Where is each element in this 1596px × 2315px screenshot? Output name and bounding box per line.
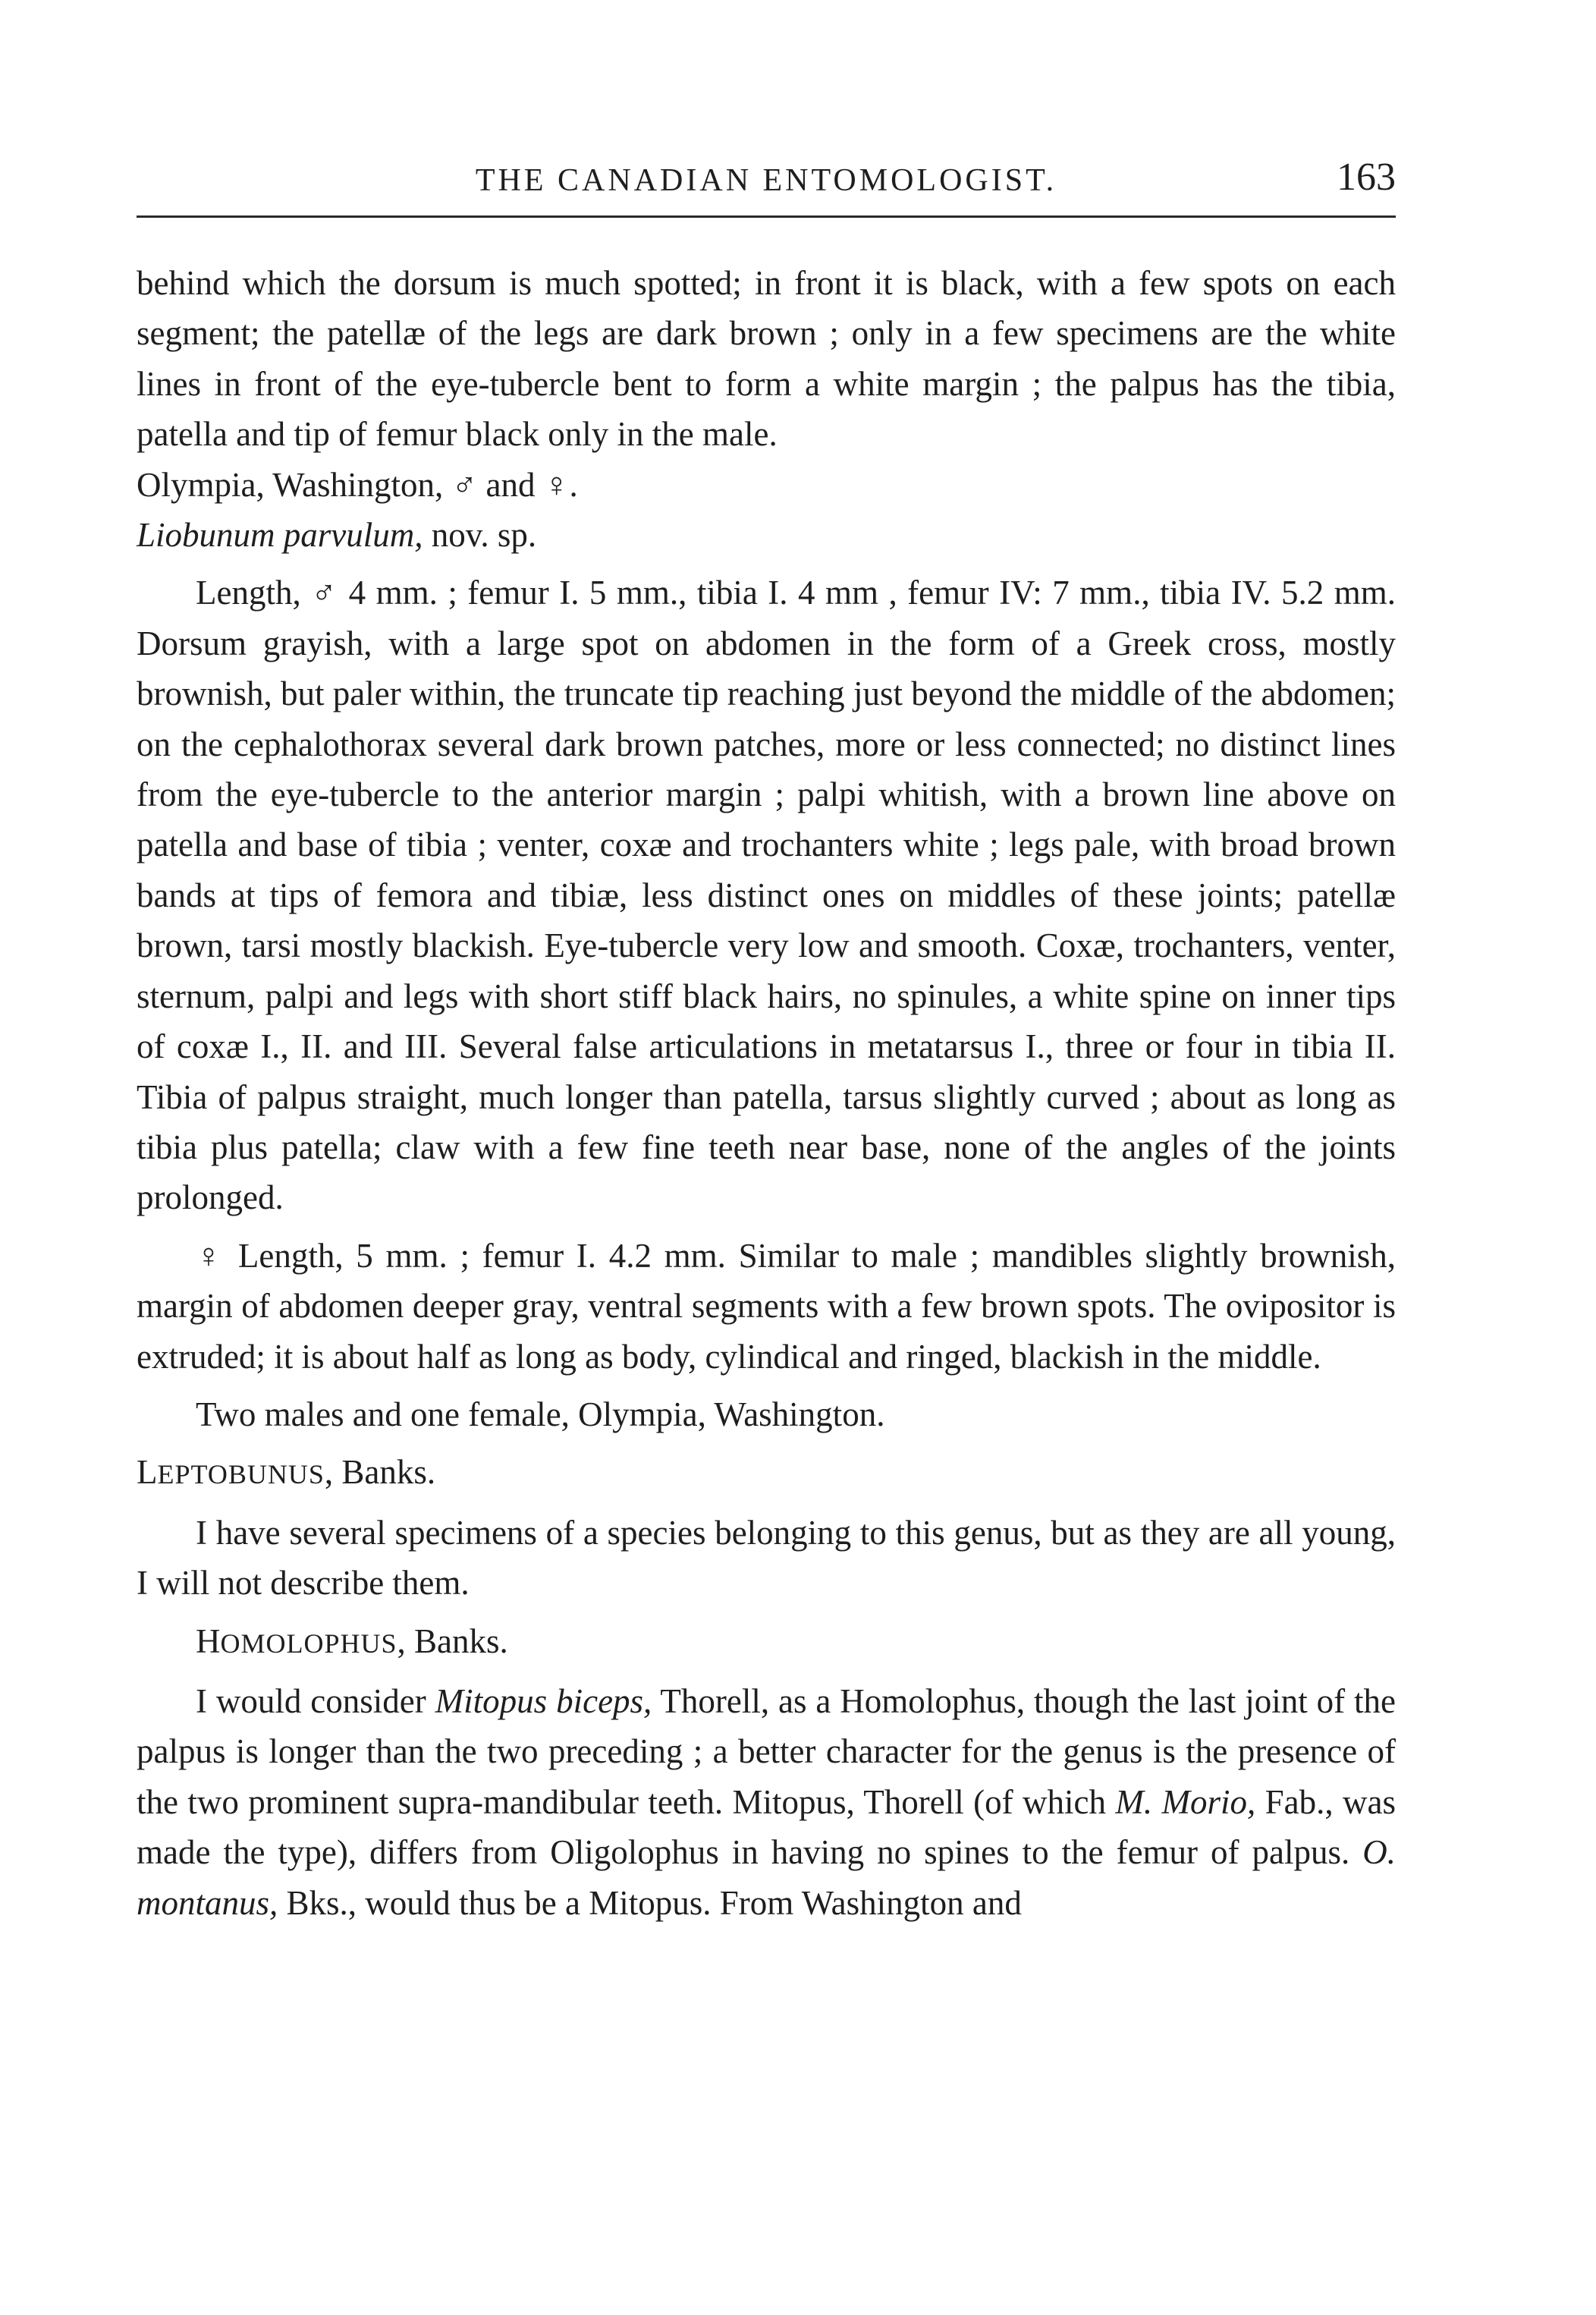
leptobunus-note: I have several specimens of a species belonging to this genus, but as they are all young, I will not describe them. xyxy=(137,1513,1396,1603)
genus-initial: L xyxy=(137,1453,158,1492)
text-run: I would consider xyxy=(196,1681,435,1720)
species-name: O. montanus, xyxy=(137,1833,1396,1922)
male-description: Length, ♂ 4 mm. ; femur I. 5 mm., tibia I. 4 mm , femur IV: 7 mm., tibia IV. 5.2 mm. Dorsum grayish, with a large spot on abdomen in the form of a Greek cross, mostly brownish, but paler within, the truncate tip reaching just beyond the middle of the abdomen; on the cephalothorax several dark brown patches, more or less connected; no distinct lines from the eye-tubercle to the anterior margin ; palpi whitish, with a brown line above on patella and base of tibia ; venter, coxæ and trochanters white ; legs pale, with broad brown bands at tips of femora and tibiæ, less distinct ones on middles of these joints; patellæ brown, tarsi mostly blackish. Eye-tubercle very low and smooth. Coxæ, trochanters, venter, sternum, palpi and legs with short stiff black hairs, no spinules, a white spine on inner tips of coxæ I., II. and III. Several false articulations in metatarsus I., three or four in tibia II. Tibia of palpus straight, much longer than patella, tarsus slightly curved ; about as long as tibia plus patella; claw with a few fine teeth near base, none of the angles of the joints prolonged. xyxy=(137,574,1396,1217)
page-header xyxy=(137,152,1396,220)
species-name: Liobunum parvulum, xyxy=(137,516,423,555)
genus-author: , Banks. xyxy=(397,1621,508,1660)
genus-rest: EPTOBUNUS xyxy=(157,1459,325,1490)
body-text xyxy=(137,258,1396,1928)
page-number: 163 xyxy=(1337,156,1396,199)
species-heading xyxy=(137,510,1396,560)
header-rule xyxy=(137,215,1396,218)
paragraph-continuation: behind which the dorsum is much spotted; in front it is black, with a few spots on each segment; the patellæ of the legs are dark brown ; only in a few specimens are the white lines in front of the eye-tubercle bent to form a white margin ; the palpus has the tibia, patella and tip of femur black only in the male. xyxy=(137,264,1396,454)
female-description: ♀ Length, 5 mm. ; femur I. 4.2 mm. Similar to male ; mandibles slightly brownish, margin of abdomen deeper gray, ventral segments with a few brown spots. The ovipositor is extruded; it is about half as long as body, cylindical and ringed, blackish in the middle. xyxy=(137,1236,1396,1376)
genus-heading-homolophus xyxy=(137,1616,1396,1669)
specimen-record: Two males and one female, Olympia, Washington. xyxy=(196,1395,885,1433)
running-title: THE CANADIAN ENTOMOLOGIST. xyxy=(475,163,1057,198)
genus-rest: OMOLOPHUS xyxy=(220,1628,397,1659)
text-run: Thorell, as a Homolophus, though the last joint of the palpus is longer than the two preceding ; a better character for the genus is the presence of the two prominent supra-mandibular teeth. Mitopus, Thorell (of which xyxy=(137,1681,1396,1821)
genus-heading-leptobunus xyxy=(137,1447,1396,1499)
text-run: Fab., was made the type), differs from Oligolophus in having no spines to the femur of palpus. xyxy=(137,1782,1396,1872)
text-run: Bks., would thus be a Mitopus. From Washington and xyxy=(278,1883,1022,1922)
species-name: Mitopus biceps, xyxy=(435,1681,652,1720)
species-status: nov. sp. xyxy=(423,516,537,555)
locality-line: Olympia, Washington, ♂ and ♀. xyxy=(137,465,578,504)
species-name: M. Morio, xyxy=(1115,1782,1256,1821)
genus-author: , Banks. xyxy=(324,1453,436,1492)
genus-initial: H xyxy=(196,1621,221,1660)
homolophus-note xyxy=(137,1676,1396,1928)
